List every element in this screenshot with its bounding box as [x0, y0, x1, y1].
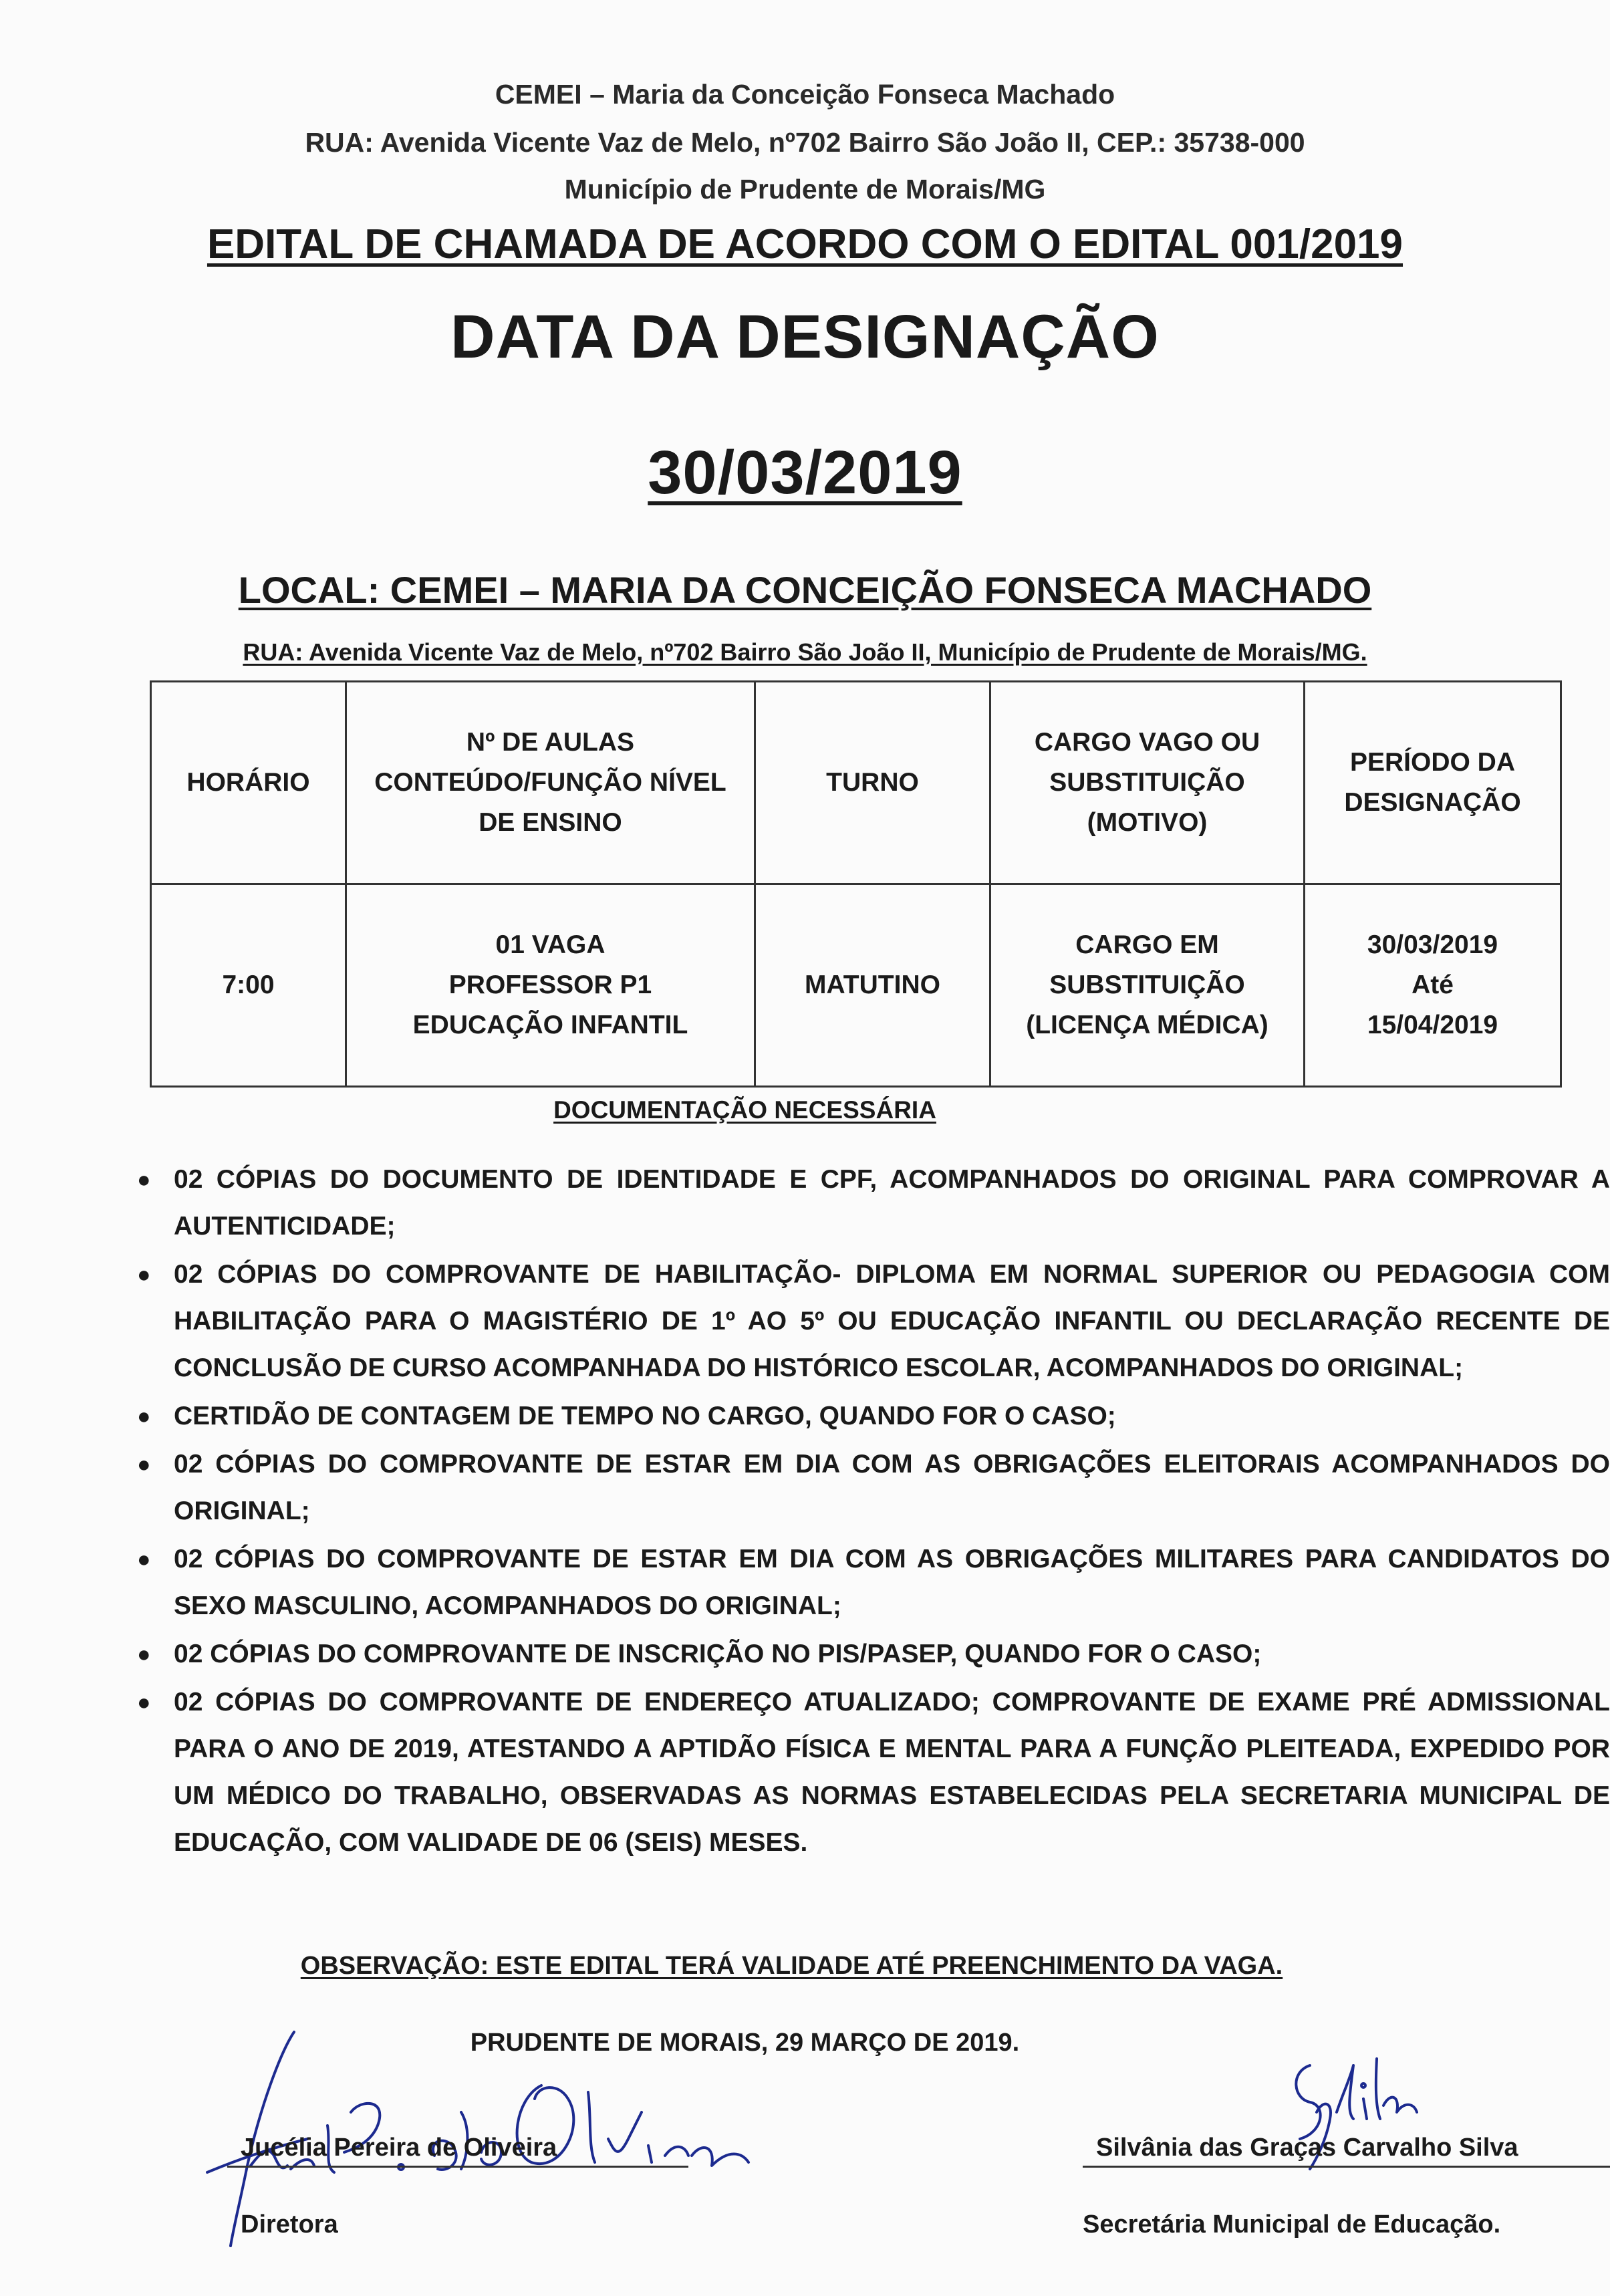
cell-periodo: 30/03/2019 Até 15/04/2019: [1305, 884, 1561, 1087]
designation-heading: DATA DA DESIGNAÇÃO: [450, 303, 1160, 371]
documentation-list: [137, 1156, 1610, 1868]
designation-table: [150, 680, 1562, 1088]
documentation-title: DOCUMENTAÇÃO NECESSÁRIA: [553, 1096, 936, 1124]
bullet-icon: ●: [137, 1547, 151, 1572]
bullet-icon: ●: [137, 1690, 151, 1715]
table-row: [151, 884, 1561, 1087]
cell-cargo: CARGO EM SUBSTITUIÇÃO (LICENÇA MÉDICA): [990, 884, 1305, 1087]
bullet-icon: ●: [137, 1404, 151, 1429]
list-item: ● 02 CÓPIAS DO COMPROVANTE DE ESTAR EM DIA COM AS OBRIGAÇÕES ELEITORAIS ACOMPANHADOS DO ORIGINAL;: [174, 1441, 1610, 1535]
list-item: ● 02 CÓPIAS DO COMPROVANTE DE ENDEREÇO ATUALIZADO; COMPROVANTE DE EXAME PRÉ ADMISSIONAL PARA O ANO DE 2019, ATESTANDO A APTIDÃO FÍSICA E MENTAL PARA A FUNÇÃO PLEITEADA, EXPEDIDO POR UM MÉDICO DO TRABALHO, OBSERVADAS AS NORMAS ESTABELECIDAS PELA SECRETARIA MUNICIPAL DE EDUCAÇÃO, COM VALIDADE DE 06 (SEIS) MESES.: [174, 1679, 1610, 1866]
school-address: RUA: Avenida Vicente Vaz de Melo, nº702 Bairro São João II, CEP.: 35738-000: [305, 127, 1305, 158]
municipality: Município de Prudente de Morais/MG: [564, 174, 1046, 205]
bullet-icon: ●: [137, 1452, 151, 1477]
cell-aulas: 01 VAGA PROFESSOR P1 EDUCAÇÃO INFANTIL: [346, 884, 755, 1087]
list-item: ● CERTIDÃO DE CONTAGEM DE TEMPO NO CARGO, QUANDO FOR O CASO;: [174, 1393, 1610, 1440]
signatory-right-name: Silvânia das Graças Carvalho Silva: [1096, 2134, 1518, 2162]
list-item: ● 02 CÓPIAS DO COMPROVANTE DE HABILITAÇÃO- DIPLOMA EM NORMAL SUPERIOR OU PEDAGOGIA COM HABILITAÇÃO PARA O MAGISTÉRIO DE 1º AO 5º OU EDUCAÇÃO INFANTIL OU DECLARAÇÃO RECENTE DE CONCLUSÃO DE CURSO ACOMPANHADA DO HISTÓRICO ESCOLAR, ACOMPANHADOS DO ORIGINAL;: [174, 1251, 1610, 1392]
header-cell-horario: HORÁRIO: [151, 682, 346, 884]
header-cell-turno: TURNO: [755, 682, 990, 884]
place-date: PRUDENTE DE MORAIS, 29 MARÇO DE 2019.: [470, 2029, 1020, 2057]
header-cell-aulas: Nº DE AULAS CONTEÚDO/FUNÇÃO NÍVEL DE ENSINO: [346, 682, 755, 884]
signatory-left-role: Diretora: [241, 2210, 338, 2239]
signature-line-left: [227, 2166, 688, 2168]
list-item: ● 02 CÓPIAS DO COMPROVANTE DE INSCRIÇÃO NO PIS/PASEP, QUANDO FOR O CASO;: [174, 1631, 1610, 1678]
bullet-icon: ●: [137, 1262, 151, 1287]
signatory-right-role: Secretária Municipal de Educação.: [1083, 2210, 1501, 2239]
designation-date: 30/03/2019: [648, 438, 962, 507]
local-address: RUA: Avenida Vicente Vaz de Melo, nº702 Bairro São João II, Município de Prudente de Morais/MG.: [243, 638, 1367, 666]
cell-turno: MATUTINO: [755, 884, 990, 1087]
header-cell-cargo: CARGO VAGO OU SUBSTITUIÇÃO (MOTIVO): [990, 682, 1305, 884]
signature-line-right: [1083, 2166, 1610, 2168]
bullet-icon: ●: [137, 1167, 151, 1192]
header-cell-periodo: PERÍODO DA DESIGNAÇÃO: [1305, 682, 1561, 884]
bullet-icon: ●: [137, 1642, 151, 1667]
edital-title: EDITAL DE CHAMADA DE ACORDO COM O EDITAL 001/2019: [207, 221, 1403, 267]
cell-horario: 7:00: [151, 884, 346, 1087]
table-header-row: [151, 682, 1561, 884]
list-item: ● 02 CÓPIAS DO COMPROVANTE DE ESTAR EM DIA COM AS OBRIGAÇÕES MILITARES PARA CANDIDATOS DO SEXO MASCULINO, ACOMPANHADOS DO ORIGINAL;: [174, 1536, 1610, 1630]
list-item: ● 02 CÓPIAS DO DOCUMENTO DE IDENTIDADE E CPF, ACOMPANHADOS DO ORIGINAL PARA COMPROVAR A AUTENTICIDADE;: [174, 1156, 1610, 1250]
local-title: LOCAL: CEMEI – MARIA DA CONCEIÇÃO FONSECA MACHADO: [238, 569, 1372, 611]
school-name: CEMEI – Maria da Conceição Fonseca Machado: [495, 79, 1115, 110]
observation: OBSERVAÇÃO: ESTE EDITAL TERÁ VALIDADE ATÉ PREENCHIMENTO DA VAGA.: [300, 1952, 1283, 1980]
signatory-left-name: Jucélia Pereira de Oliveira: [241, 2134, 557, 2162]
